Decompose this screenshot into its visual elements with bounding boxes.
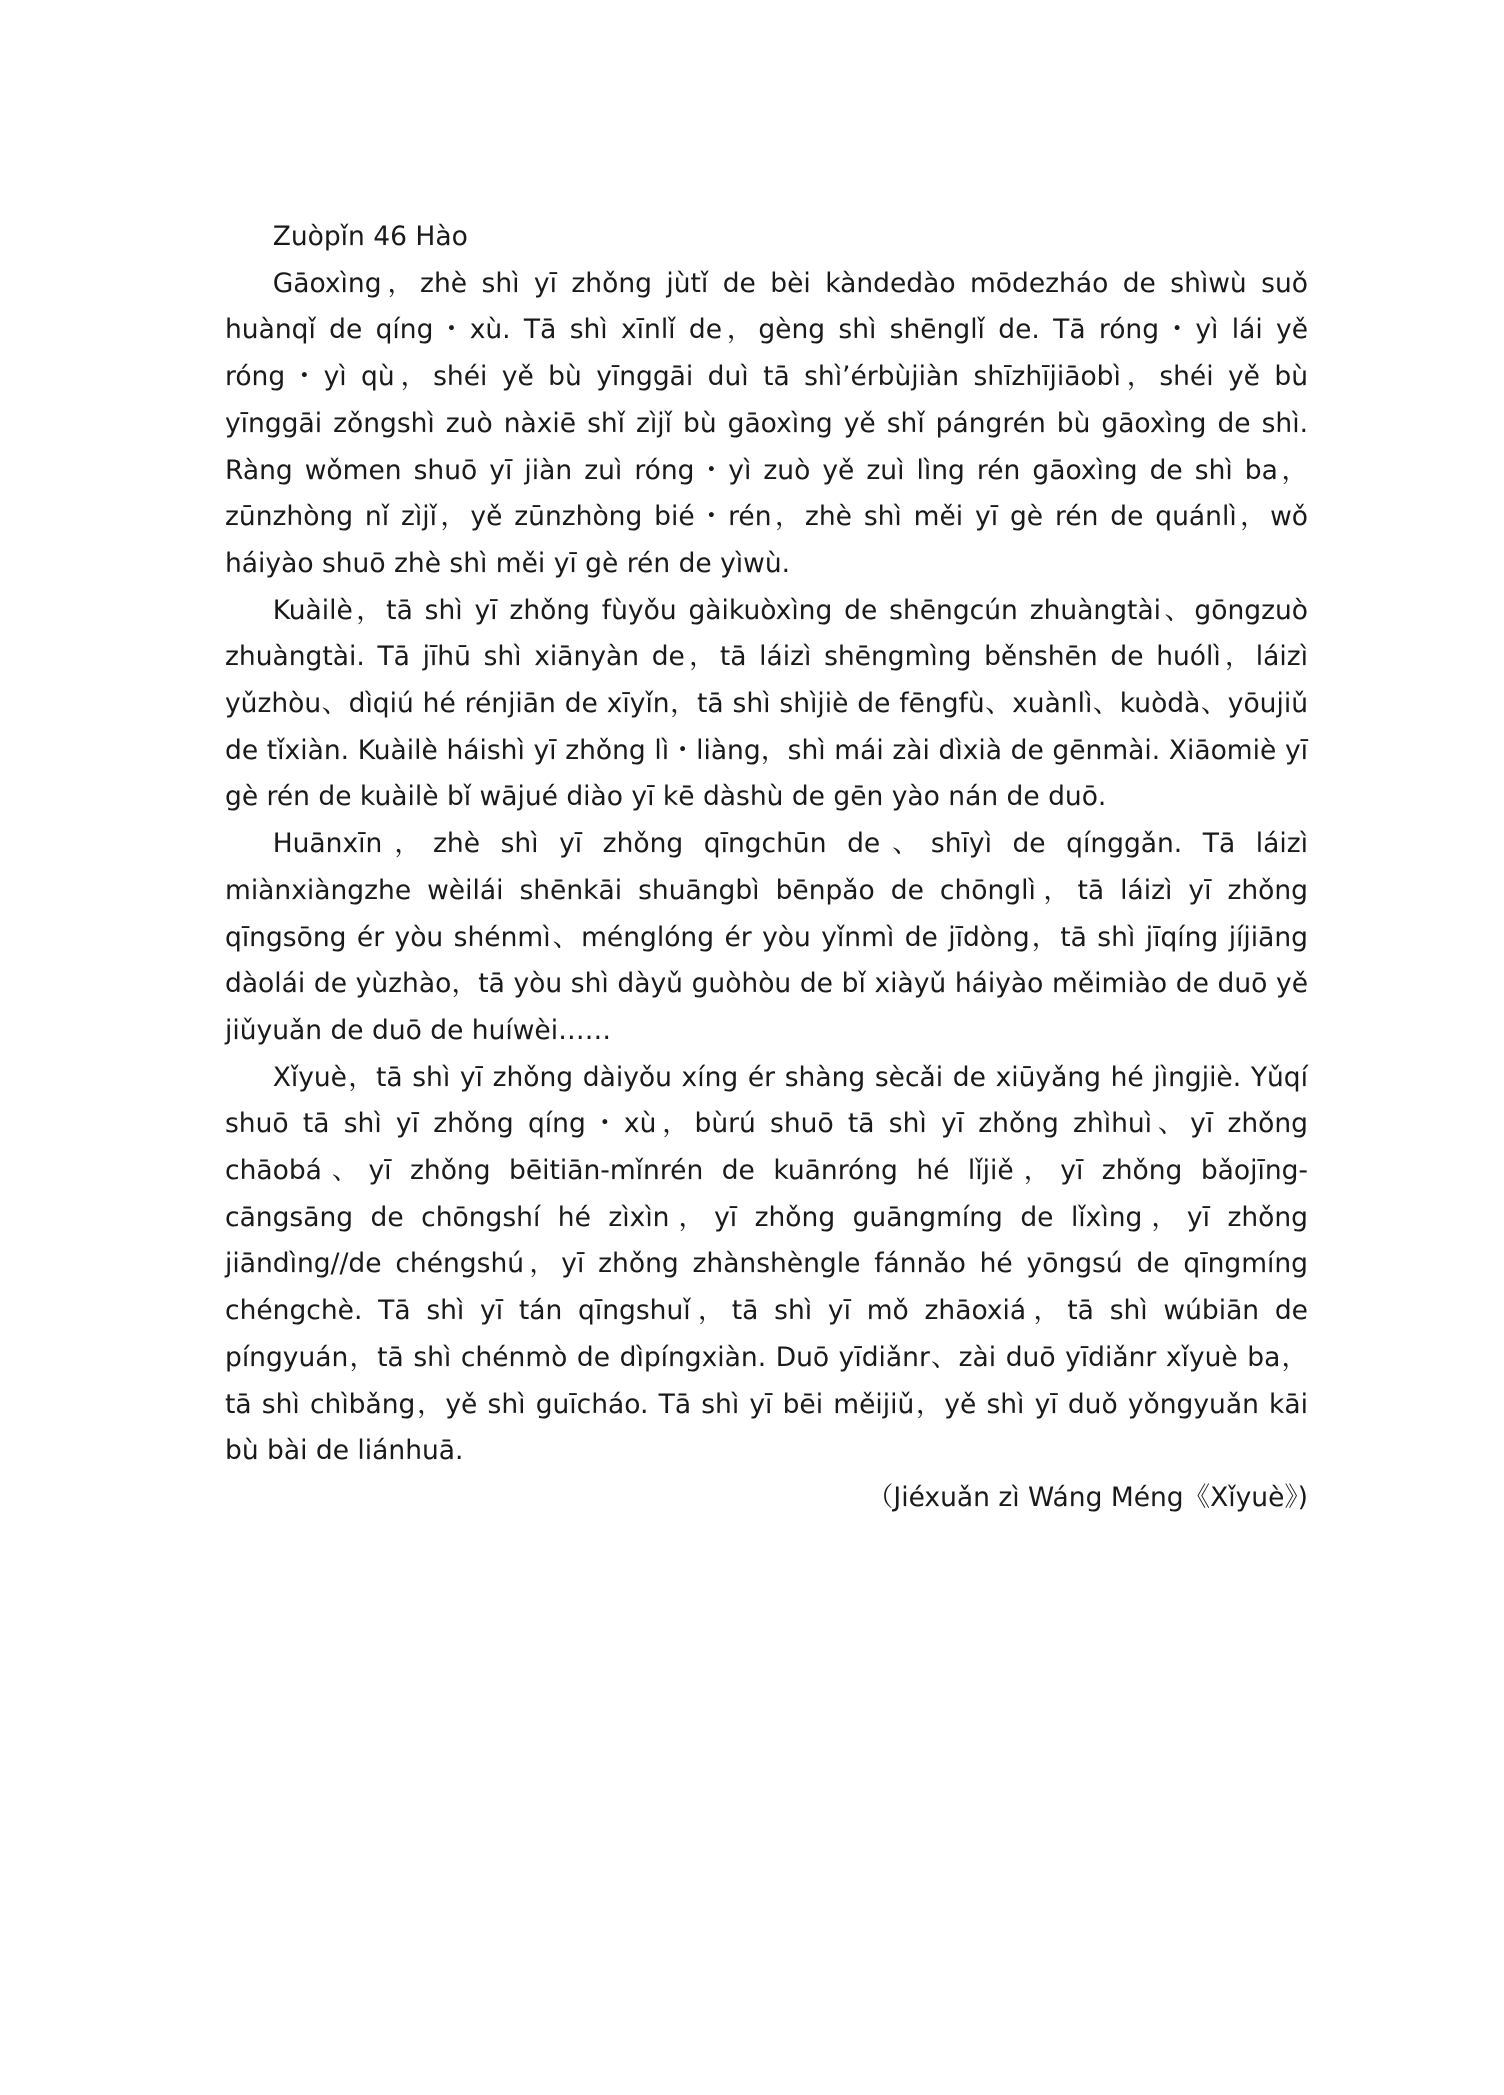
paragraph-4: Xǐyuè，tā shì yī zhǒng dàiyǒu xíng ér shàng sècǎi de xiūyǎng hé jìngjiè. Yǔqí shuō tā shì yī zhǒng qíng・xù，bùrú shuō tā shì yī zhǒng zhìhuì、yī zhǒng chāobá、yī zhǒng bēitiān-mǐnrén de kuānróng hé lǐjiě，yī zhǒng bǎojīng-cāngsāng de chōngshí hé zìxìn，yī zhǒng guāngmíng de lǐxìng，yī zhǒng jiāndìng//de chéngshú，yī zhǒng zhànshèngle fánnǎo hé yōngsú de qīngmíng chéngchè. Tā shì yī tán qīngshuǐ，tā shì yī mǒ zhāoxiá，tā shì wúbiān de píngyuán，tā shì chénmò de dìpíngxiàn. Duō yīdiǎnr、zài duō yīdiǎnr xǐyuè ba，tā shì chìbǎng，yě shì guīcháo. Tā shì yī bēi měijiǔ，yě shì yī duǒ yǒngyuǎn kāi bù bài de liánhuā.: [225, 1061, 1308, 1467]
document-page: [225, 214, 1308, 1522]
paragraph-1: Gāoxìng，zhè shì yī zhǒng jùtǐ de bèi kàndedào mōdezháo de shìwù suǒ huànqǐ de qíng・xù. Tā shì xīnlǐ de，gèng shì shēnglǐ de. Tā róng・yì lái yě róng・yì qù，shéi yě bù yīnggāi duì tā shì’érbùjiàn shīzhījiāobì，shéi yě bù yīnggāi zǒngshì zuò nàxiē shǐ zìjǐ bù gāoxìng yě shǐ pángrén bù gāoxìng de shì. Ràng wǒmen shuō yī jiàn zuì róng・yì zuò yě zuì lìng rén gāoxìng de shì ba，zūnzhòng nǐ zìjǐ，yě zūnzhòng bié・rén，zhè shì měi yī gè rén de quánlì，wǒ háiyào shuō zhè shì měi yī gè rén de yìwù.: [225, 267, 1308, 579]
source-citation: （Jiéxuǎn zì Wáng Méng《Xǐyuè》): [866, 1481, 1308, 1513]
paragraph-2: Kuàilè，tā shì yī zhǒng fùyǒu gàikuòxìng de shēngcún zhuàngtài、gōngzuò zhuàngtài. Tā jīhū shì xiānyàn de，tā láizì shēngmìng běnshēn de huólì，láizì yǔzhòu、dìqiú hé rénjiān de xīyǐn，tā shì shìjiè de fēngfù、xuànlì、kuòdà、yōujiǔ de tǐxiàn. Kuàilè háishì yī zhǒng lì・liàng，shì mái zài dìxià de gēnmài. Xiāomiè yī gè rén de kuàilè bǐ wājué diào yī kē dàshù de gēn yào nán de duō.: [225, 594, 1308, 813]
paragraph-3: Huānxīn，zhè shì yī zhǒng qīngchūn de、shīyì de qínggǎn. Tā láizì miànxiàngzhe wèilái shēnkāi shuāngbì bēnpǎo de chōnglì，tā láizì yī zhǒng qīngsōng ér yòu shénmì、ménglóng ér yòu yǐnmì de jīdòng，tā shì jīqíng jíjiāng dàolái de yùzhào，tā yòu shì dàyǔ guòhòu de bǐ xiàyǔ háiyào měimiào de duō yě jiǔyuǎn de duō de huíwèi……: [225, 828, 1308, 1046]
page-title: Zuòpǐn 46 Hào: [272, 221, 468, 252]
